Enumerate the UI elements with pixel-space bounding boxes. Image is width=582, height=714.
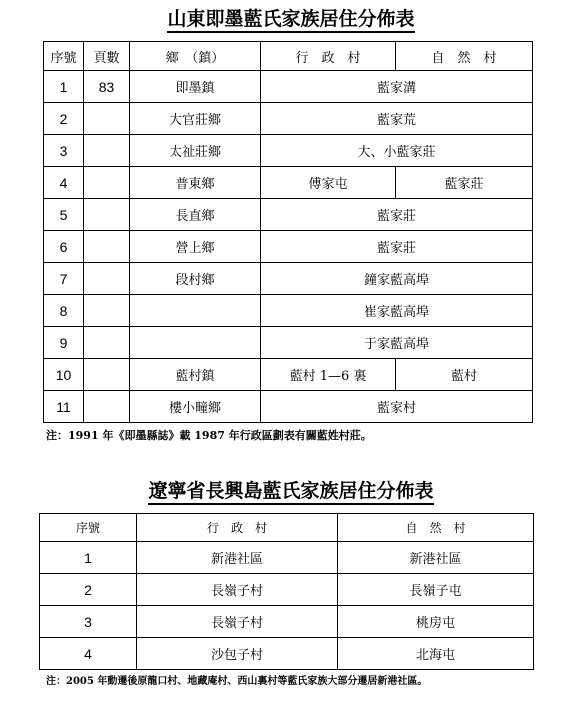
table-row (44, 71, 533, 103)
header-index: 序號 (44, 42, 84, 71)
cell-index: 5 (44, 199, 84, 231)
cell-township: 即墨鎮 (130, 71, 261, 103)
cell-index: 4 (44, 167, 84, 199)
header-township: 鄉 （鎮） (130, 42, 261, 71)
table-row (44, 391, 533, 423)
table-row (44, 359, 533, 391)
cell-township: 營上鄉 (130, 231, 261, 263)
cell-village: 大、小藍家莊 (261, 135, 533, 167)
table-row (44, 327, 533, 359)
cell-village: 于家藍高埠 (261, 327, 533, 359)
table-row (44, 231, 533, 263)
table1-title (0, 8, 582, 30)
header-natural-village: 自 然 村 (396, 42, 533, 71)
table-row (44, 295, 533, 327)
cell-township: 太祉莊鄉 (130, 135, 261, 167)
cell-village: 藍家莊 (261, 231, 533, 263)
cell-natural-village: 長嶺子屯 (338, 574, 534, 606)
table2-header-row (40, 514, 534, 542)
cell-index: 2 (40, 574, 137, 606)
cell-village: 鐘家藍高埠 (261, 263, 533, 295)
table1-title-text: 山東即墨藍氏家族居住分佈表 (167, 8, 414, 33)
cell-page (84, 359, 130, 391)
cell-index: 10 (44, 359, 84, 391)
table-row (40, 542, 534, 574)
cell-admin-village: 傅家屯 (261, 167, 396, 199)
cell-page (84, 135, 130, 167)
cell-page (84, 167, 130, 199)
cell-index: 3 (44, 135, 84, 167)
cell-village: 藍家荒 (261, 103, 533, 135)
cell-page (84, 263, 130, 295)
header-admin-village: 行 政 村 (261, 42, 396, 71)
table-row (40, 606, 534, 638)
cell-natural-village: 藍村 (396, 359, 533, 391)
header-index: 序號 (40, 514, 137, 542)
cell-index: 2 (44, 103, 84, 135)
cell-village: 藍家溝 (261, 71, 533, 103)
cell-natural-village: 桃房屯 (338, 606, 534, 638)
table2-title (0, 480, 582, 502)
cell-village: 藍家村 (261, 391, 533, 423)
cell-natural-village: 北海屯 (338, 638, 534, 670)
header-natural-village: 自 然 村 (338, 514, 534, 542)
cell-page (84, 199, 130, 231)
table1-header-row (44, 42, 533, 71)
cell-natural-village: 新港社區 (338, 542, 534, 574)
cell-page (84, 327, 130, 359)
table-row (44, 263, 533, 295)
cell-admin-village: 長嶺子村 (137, 574, 338, 606)
cell-page (84, 295, 130, 327)
cell-natural-village: 藍家莊 (396, 167, 533, 199)
cell-admin-village: 新港社區 (137, 542, 338, 574)
cell-index: 7 (44, 263, 84, 295)
cell-index: 6 (44, 231, 84, 263)
cell-page: 83 (84, 71, 130, 103)
cell-township: 大官莊鄉 (130, 103, 261, 135)
table-row (44, 167, 533, 199)
liaoning-distribution-table (39, 513, 534, 670)
shandong-distribution-table (43, 41, 533, 423)
table-row (44, 135, 533, 167)
cell-village: 崔家藍高埠 (261, 295, 533, 327)
cell-index: 4 (40, 638, 137, 670)
cell-page (84, 103, 130, 135)
cell-township: 樓小疃鄉 (130, 391, 261, 423)
cell-page (84, 391, 130, 423)
cell-index: 3 (40, 606, 137, 638)
header-page: 頁數 (84, 42, 130, 71)
cell-township: 普東鄉 (130, 167, 261, 199)
cell-page (84, 231, 130, 263)
table1-note: 注：1991 年《即墨縣誌》載 1987 年行政區劃表有關藍姓村莊。 (46, 429, 372, 442)
table-row (44, 199, 533, 231)
cell-township: 段村鄉 (130, 263, 261, 295)
cell-village: 藍家莊 (261, 199, 533, 231)
cell-township (130, 295, 261, 327)
table-row (40, 574, 534, 606)
table-row (40, 638, 534, 670)
cell-index: 8 (44, 295, 84, 327)
cell-index: 11 (44, 391, 84, 423)
cell-admin-village: 長嶺子村 (137, 606, 338, 638)
cell-index: 1 (40, 542, 137, 574)
cell-index: 9 (44, 327, 84, 359)
cell-admin-village: 藍村 1—6 裏 (261, 359, 396, 391)
cell-township: 藍村鎮 (130, 359, 261, 391)
table2-title-text: 遼寧省長興島藍氏家族居住分佈表 (148, 480, 433, 505)
table-row (44, 103, 533, 135)
cell-index: 1 (44, 71, 84, 103)
cell-township (130, 327, 261, 359)
cell-admin-village: 沙包子村 (137, 638, 338, 670)
header-admin-village: 行 政 村 (137, 514, 338, 542)
table2-note: 注：2005 年動遷後原龍口村、地藏庵村、西山裏村等藍氏家族大部分遷居新港社區。 (46, 676, 428, 687)
cell-township: 長直鄉 (130, 199, 261, 231)
